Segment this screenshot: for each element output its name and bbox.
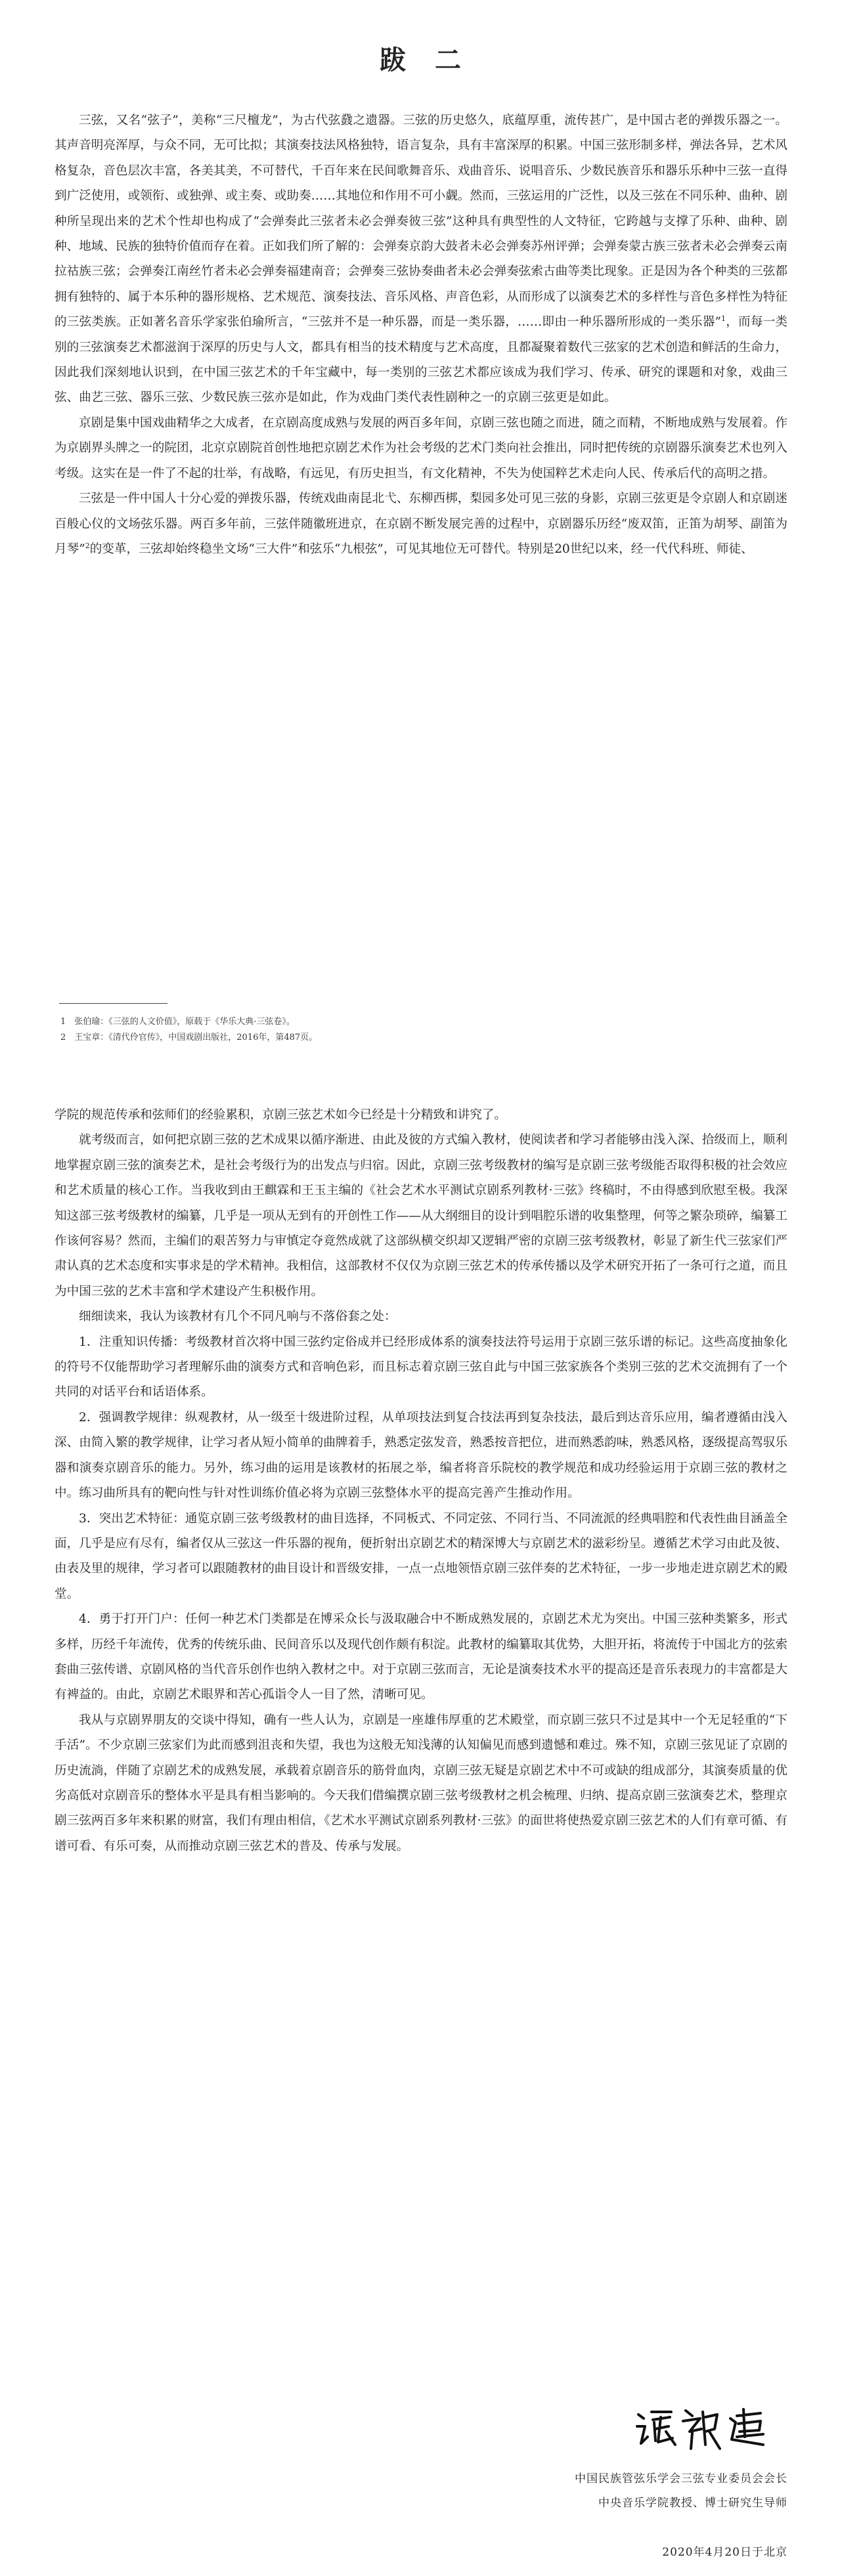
credit-line-1: 中国民族管弦乐学会三弦专业委员会会长	[575, 2472, 787, 2485]
footnote-1: 1 张伯瑜：《三弦的人文价值》，原载于《华乐大典·三弦卷》。	[60, 1017, 295, 1027]
paragraph-continuation: 学院的规范传承和弦师们的经验累积，京剧三弦艺术如今已经是十分精致和讲究了。	[55, 1108, 506, 1122]
paragraph-2: 京剧是集中国戏曲精华之大成者，在京剧高度成熟与发展的两百多年间，京剧三弦也随之而进，随之而精，不断地成熟与发展着。作为京剧界头牌之一的院团，北京京剧院首创性地把京剧艺术作为社会考级的艺术门类向社会推出，同时把传统的京剧器乐演奏艺术也列入考级。这实在是一件了不起的壮举，有战略，有远见，有历史担当，有文化精神，不失为使国粹艺术走向人民、传承后代的高明之措。	[55, 416, 787, 481]
paragraph-1	[55, 108, 787, 411]
page-2-body	[55, 1103, 787, 1859]
footnote-mark-2: 2	[85, 541, 90, 550]
credit-date: 2020年4月20日于北京	[662, 2546, 787, 2559]
paragraph-9: 4．勇于打开门户：任何一种艺术门类都是在博采众长与汲取融合中不断成熟发展的，京剧艺术尤为突出。中国三弦种类繁多，形式多样，历经千年流传，优秀的传统乐曲、民间音乐以及现代创作颇有积淀。此教材的编纂取其优势，大胆开拓，将流传于中国北方的弦索套曲三弦传谱、京剧风格的当代音乐创作也纳入教材之中。对于京剧三弦而言，无论是演奏技术水平的提高还是音乐表现力的丰富都是大有裨益的。由此，京剧艺术眼界和苦心孤诣令人一目了然，清晰可见。	[55, 1612, 787, 1702]
paragraph-3-continued: 的变革，三弦却始终稳坐文场“三大件”和弦乐“九根弦”，可见其地位无可替代。特别是20世纪以来，经一代代科班、师徒、	[89, 542, 753, 556]
paragraph-1-continued: ，而每一类别的三弦演奏艺术都滋润于深厚的历史与人文，都具有相当的技术精度与艺术高度，且都凝聚着数代三弦家的艺术创造和鲜活的生命力，因此我们深刻地认识到，在中国三弦艺术的千年宝藏中，每一类别的三弦艺术都应该成为我们学习、传承、研究的课题和对象，戏曲三弦、曲艺三弦、器乐三弦、少数民族三弦亦是如此，作为戏曲门类代表性剧种之一的京剧三弦更是如此。	[55, 315, 787, 405]
paragraph-1-text: 三弦，又名“弦子”，美称“三尺檀龙”，为古代弦鼗之遗器。三弦的历史悠久，底蕴厚重，流传甚广，是中国古老的弹拨乐器之一。其声音明亮浑厚，与众不同，无可比拟；其演奏技法风格独特，语言复杂，具有丰富深厚的积累。中国三弦形制多样，弹法各异，艺术风格复杂，音色层次丰富，各美其美，不可替代，千百年来在民间歌舞音乐、戏曲音乐、说唱音乐、少数民族音乐和器乐乐种中三弦一直得到广泛使用，或领衔、或独弹、或主奏、或助奏……其地位和作用不可小觑。然而，三弦运用的广泛性，以及三弦在不同乐种、曲种、剧种所呈现出来的艺术个性却也构成了“会弹奏此三弦者未必会弹奏彼三弦”这种具有典型性的人文特征，它跨越与支撑了乐种、曲种、剧种、地域、民族的独特价值而存在着。正如我们所了解的：会弹奏京韵大鼓者未必会弹奏苏州评弹；会弹奏蒙古族三弦者未必会弹奏云南拉祜族三弦；会弹奏江南丝竹者未必会弹奏福建南音；会弹奏三弦协奏曲者未必会弹奏弦索古曲等类比现象。正是因为各个种类的三弦都拥有独特的、属于本乐种的器形规格、艺术规范、演奏技法、音乐风格、声音色彩，从而形成了以演奏艺术的多样性与音色多样性为特征的三弦类族。正如著名音乐学家张伯瑜所言，“三弦并不是一种乐器，而是一类乐器，……即由一种乐器所形成的一类乐器”	[55, 114, 787, 330]
paragraph-7: 2．强调教学规律：纵观教材，从一级至十级进阶过程，从单项技法到复合技法再到复杂技法，最后到达音乐应用，编者遵循由浅入深、由简入繁的教学规律，让学习者从短小简单的曲牌着手，熟悉定弦发音，熟悉按音把位，进而熟悉韵味，熟悉风格，逐级提高驾驭乐器和演奏京剧音乐的能力。另外，练习曲的运用是该教材的拓展之举，编者将音乐院校的教学规范和成功经验运用于京剧三弦的教材之中。练习曲所具有的靶向性与针对性训练价值必将为京剧三弦整体水平的提高完善产生推动作用。	[55, 1410, 787, 1501]
footnotes	[60, 1014, 317, 1046]
footnote-mark-1: 1	[721, 314, 726, 324]
paragraph-3-text: 三弦是一件中国人十分心爱的弹拨乐器，传统戏曲南昆北弋、东柳西梆，梨园多处可见三弦的身影，京剧三弦更是令京剧人和京剧迷百般心仪的文场弦乐器。两百多年前，三弦伴随徽班进京，在京剧不断发展完善的过程中，京剧器乐历经“废双笛，正笛为胡琴、副笛为月琴”	[55, 492, 787, 556]
paragraph-3	[55, 486, 787, 562]
page-1-body	[55, 108, 787, 562]
footnote-2: 2 王宝章：《清代伶官传》，中国戏剧出版社，2016年，第487页。	[60, 1033, 318, 1042]
footnote-divider	[59, 1003, 167, 1004]
handwritten-signature	[632, 2403, 776, 2455]
paragraph-6: 1．注重知识传播：考级教材首次将中国三弦约定俗成并已经形成体系的演奏技法符号运用于京剧三弦乐谱的标记。这些高度抽象化的符号不仅能帮助学习者理解乐曲的演奏方式和音响色彩，而且标志着京剧三弦自此与中国三弦家族各个类别三弦的艺术交流拥有了一个共同的对话平台和话语体系。	[55, 1335, 787, 1400]
page-title: 跋 二	[380, 45, 462, 75]
paragraph-5: 细细读来，我认为该教材有几个不同凡响与不落俗套之处：	[79, 1310, 397, 1324]
credit-line-2: 中央音乐学院教授、博士研究生导师	[598, 2497, 787, 2510]
paragraph-10: 我从与京剧界朋友的交谈中得知，确有一些人认为，京剧是一座雄伟厚重的艺术殿堂，而京剧三弦只不过是其中一个无足轻重的“下手活”。不少京剧三弦家们为此而感到沮丧和失望，我也为这般无知浅薄的认知偏见而感到遗憾和难过。殊不知，京剧三弦见证了京剧的历史流淌，伴随了京剧艺术的成熟发展，承载着京剧音乐的筋骨血肉，京剧三弦无疑是京剧艺术中不可或缺的组成部分，其演奏质量的优劣高低对京剧音乐的整体水平是具有相当影响的。今天我们借编撰京剧三弦考级教材之机会梳理、归纳、提高京剧三弦演奏艺术，整理京剧三弦两百多年来积累的财富，我们有理由相信，《艺术水平测试京剧系列教材·三弦》的面世将使热爱京剧三弦艺术的人们有章可循、有谱可看、有乐可奏，从而推动京剧三弦艺术的普及、传承与发展。	[55, 1713, 787, 1853]
page-1	[0, 0, 842, 1050]
paragraph-8: 3．突出艺术特征：通览京剧三弦考级教材的曲目选择，不同板式、不同定弦、不同行当、不同流派的经典唱腔和代表性曲目涵盖全面，几乎是应有尽有，编者仅从三弦这一件乐器的视角，便折射出京剧艺术的精深博大与京剧艺术的滋彩纷呈。遵循艺术学习由此及彼、由表及里的规律，学习者可以跟随教材的曲目设计和晋级安排，一点一点地领悟京剧三弦伴奏的艺术特征，一步一步地走进京剧艺术的殿堂。	[55, 1511, 787, 1601]
page-2	[0, 1050, 842, 2576]
paragraph-4: 就考级而言，如何把京剧三弦的艺术成果以循序渐进、由此及彼的方式编入教材，使阅读者和学习者能够由浅入深、拾级而上，顺利地掌握京剧三弦的演奏艺术，是社会考级行为的出发点与归宿。因此，京剧三弦考级教材的编写是京剧三弦考级能否取得积极的社会效应和艺术质量的核心工作。当我收到由王麒霖和王玉主编的《社会艺术水平测试京剧系列教材·三弦》终稿时，不由得感到欣慰至极。我深知这部三弦考级教材的编纂，几乎是一项从无到有的开创性工作——从大纲细目的设计到唱腔乐谱的收集整理，何等之繁杂琐碎，编纂工作该何容易？然而，主编们的艰苦努力与审慎定夺竟然成就了这部纵横交织却又逻辑严密的京剧三弦考级教材，彰显了新生代三弦家们严肃认真的艺术态度和实事求是的学术精神。我相信，这部教材不仅仅为京剧三弦艺术的传承传播以及学术研究开拓了一条可行之道，而且为中国三弦的艺术丰富和学术建设产生积极作用。	[55, 1133, 787, 1299]
